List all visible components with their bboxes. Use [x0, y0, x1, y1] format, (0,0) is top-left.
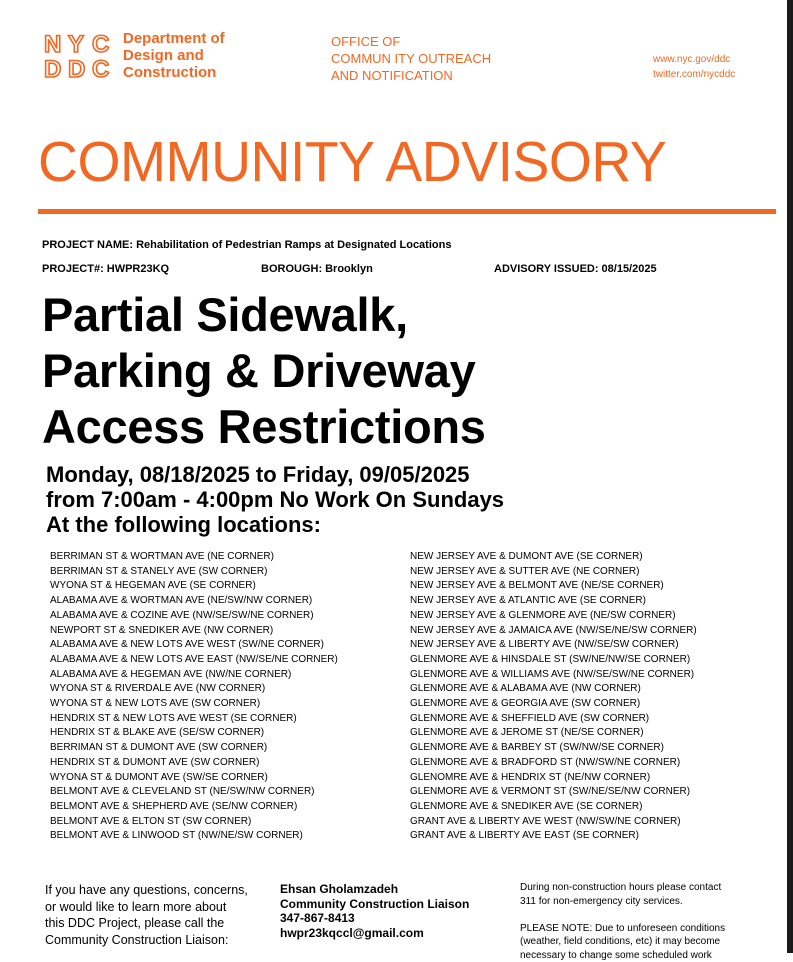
office-name	[331, 33, 491, 84]
location-item: NEW JERSEY AVE & LIBERTY AVE (NW/SE/SW CORNER)	[410, 638, 697, 653]
borough	[261, 263, 373, 275]
location-item: BERRIMAN ST & STANELY AVE (SW CORNER)	[50, 565, 338, 580]
project-number	[42, 263, 169, 275]
liaison-email[interactable]: hwpr23kqccl@gmail.com	[280, 926, 469, 941]
liaison-title: Community Construction Liaison	[280, 897, 469, 912]
department-name	[123, 30, 225, 81]
schedule	[46, 462, 504, 537]
location-item: BELMONT AVE & CLEVELAND ST (NE/SW/NW CORNER)	[50, 785, 338, 800]
svg-text:D: D	[44, 56, 61, 83]
department-line: Construction	[123, 64, 225, 81]
advisory-issued-value: 08/15/2025	[602, 263, 657, 275]
location-item: GLENMORE AVE & ALABAMA AVE (NW CORNER)	[410, 682, 697, 697]
location-item: BERRIMAN ST & DUMONT AVE (SW CORNER)	[50, 741, 338, 756]
location-item: WYONA ST & NEW LOTS AVE (SW CORNER)	[50, 697, 338, 712]
nyc-ddc-logo	[44, 31, 118, 79]
svg-text:Y: Y	[68, 31, 84, 58]
note-line: (weather, field conditions, etc) it may become	[520, 935, 745, 949]
location-item: GLENOMRE AVE & HENDRIX ST (NE/NW CORNER)	[410, 771, 697, 786]
project-name	[42, 239, 451, 251]
project-name-label: PROJECT NAME:	[42, 239, 133, 251]
location-item: GLENMORE AVE & SHEFFIELD AVE (SW CORNER)	[410, 712, 697, 727]
note-line: 311 for non-emergency city services.	[520, 895, 745, 909]
note-line: necessary to change some scheduled work	[520, 949, 745, 962]
advisory-issued-label: ADVISORY ISSUED:	[494, 263, 599, 275]
location-item: WYONA ST & DUMONT AVE (SW/SE CORNER)	[50, 771, 338, 786]
location-item: BERRIMAN ST & WORTMAN AVE (NE CORNER)	[50, 550, 338, 565]
locations-list-left	[50, 550, 338, 844]
twitter-link[interactable]: twitter.com/nycddc	[653, 67, 735, 82]
footer-notes	[520, 881, 745, 962]
location-item: BELMONT AVE & LINWOOD ST (NW/NE/SW CORNER)	[50, 829, 338, 844]
project-number-label: PROJECT#:	[42, 263, 104, 275]
location-item: NEW JERSEY AVE & JAMAICA AVE (NW/SE/NE/SW CORNER)	[410, 624, 697, 639]
locations-list-right	[410, 550, 697, 844]
location-item: ALABAMA AVE & NEW LOTS AVE WEST (SW/NE CORNER)	[50, 638, 338, 653]
office-line: AND NOTIFICATION	[331, 67, 491, 84]
location-item: HENDRIX ST & BLAKE AVE (SE/SW CORNER)	[50, 726, 338, 741]
location-item: GLENMORE AVE & SNEDIKER AVE (SE CORNER)	[410, 800, 697, 815]
location-item: HENDRIX ST & NEW LOTS AVE WEST (SE CORNER)	[50, 712, 338, 727]
location-item: ALABAMA AVE & COZINE AVE (NW/SE/SW/NE CORNER)	[50, 609, 338, 624]
location-item: GLENMORE AVE & GEORGIA AVE (SW CORNER)	[410, 697, 697, 712]
contact-prompt-line: If you have any questions, concerns,	[45, 882, 248, 899]
location-item: GLENMORE AVE & WILLIAMS AVE (NW/SE/SW/NE CORNER)	[410, 668, 697, 683]
borough-value: Brooklyn	[325, 263, 373, 275]
location-item: GLENMORE AVE & VERMONT ST (SW/NE/SE/NW CORNER)	[410, 785, 697, 800]
page-edge	[787, 0, 793, 953]
schedule-dates: Monday, 08/18/2025 to Friday, 09/05/2025	[46, 462, 504, 487]
contact-prompt	[45, 882, 248, 948]
title-divider	[38, 209, 776, 214]
location-item: GLENMORE AVE & HINSDALE ST (SW/NE/NW/SE CORNER)	[410, 653, 697, 668]
headline-line: Partial Sidewalk,	[42, 287, 486, 343]
location-item: WYONA ST & RIVERDALE AVE (NW CORNER)	[50, 682, 338, 697]
headline-line: Access Restrictions	[42, 399, 486, 455]
location-item: GLENMORE AVE & BRADFORD ST (NW/SW/NE CORNER)	[410, 756, 697, 771]
location-item: GLENMORE AVE & BARBEY ST (SW/NW/SE CORNER)	[410, 741, 697, 756]
liaison-name: Ehsan Gholamzadeh	[280, 882, 469, 897]
advisory-title: COMMUNITY ADVISORY	[38, 130, 666, 194]
project-name-value: Rehabilitation of Pedestrian Ramps at Designated Locations	[136, 239, 451, 251]
location-item: NEW JERSEY AVE & ATLANTIC AVE (SE CORNER)	[410, 594, 697, 609]
location-item: BELMONT AVE & SHEPHERD AVE (SE/NW CORNER)	[50, 800, 338, 815]
note-line: PLEASE NOTE: Due to unforeseen conditions	[520, 922, 745, 936]
headline	[42, 287, 486, 455]
header-links	[653, 52, 735, 82]
location-item: NEW JERSEY AVE & DUMONT AVE (SE CORNER)	[410, 550, 697, 565]
location-item: NEW JERSEY AVE & SUTTER AVE (NE CORNER)	[410, 565, 697, 580]
note-line: During non-construction hours please contact	[520, 881, 745, 895]
location-item: GRANT AVE & LIBERTY AVE WEST (NW/SW/NE CORNER)	[410, 815, 697, 830]
website-link[interactable]: www.nyc.gov/ddc	[653, 52, 735, 67]
svg-text:C: C	[92, 31, 109, 58]
location-item: ALABAMA AVE & HEGEMAN AVE (NW/NE CORNER)	[50, 668, 338, 683]
contact-prompt-line: Community Construction Liaison:	[45, 932, 248, 949]
office-line: COMMUN ITY OUTREACH	[331, 50, 491, 67]
contact-prompt-line: or would like to learn more about	[45, 899, 248, 916]
project-number-value: HWPR23KQ	[107, 263, 169, 275]
liaison-contact	[280, 882, 469, 940]
schedule-hours: from 7:00am - 4:00pm No Work On Sundays	[46, 487, 504, 512]
locations-heading: At the following locations:	[46, 512, 504, 537]
location-item: ALABAMA AVE & NEW LOTS AVE EAST (NW/SE/NE CORNER)	[50, 653, 338, 668]
department-line: Design and	[123, 47, 225, 64]
office-line: OFFICE OF	[331, 33, 491, 50]
svg-text:D: D	[68, 56, 85, 83]
department-line: Department of	[123, 30, 225, 47]
location-item: WYONA ST & HEGEMAN AVE (SE CORNER)	[50, 579, 338, 594]
location-item: BELMONT AVE & ELTON ST (SW CORNER)	[50, 815, 338, 830]
location-item: HENDRIX ST & DUMONT AVE (SW CORNER)	[50, 756, 338, 771]
location-item: GRANT AVE & LIBERTY AVE EAST (SE CORNER)	[410, 829, 697, 844]
contact-prompt-line: this DDC Project, please call the	[45, 915, 248, 932]
headline-line: Parking & Driveway	[42, 343, 486, 399]
note-line	[520, 908, 745, 922]
borough-label: BOROUGH:	[261, 263, 322, 275]
location-item: NEW JERSEY AVE & GLENMORE AVE (NE/SW CORNER)	[410, 609, 697, 624]
location-item: ALABAMA AVE & WORTMAN AVE (NE/SW/NW CORNER)	[50, 594, 338, 609]
advisory-issued	[494, 263, 657, 275]
location-item: NEWPORT ST & SNEDIKER AVE (NW CORNER)	[50, 624, 338, 639]
svg-text:N: N	[44, 31, 61, 58]
liaison-phone[interactable]: 347-867-8413	[280, 911, 469, 926]
svg-text:C: C	[92, 56, 109, 83]
location-item: NEW JERSEY AVE & BELMONT AVE (NE/SE CORNER)	[410, 579, 697, 594]
location-item: GLENMORE AVE & JEROME ST (NE/SE CORNER)	[410, 726, 697, 741]
